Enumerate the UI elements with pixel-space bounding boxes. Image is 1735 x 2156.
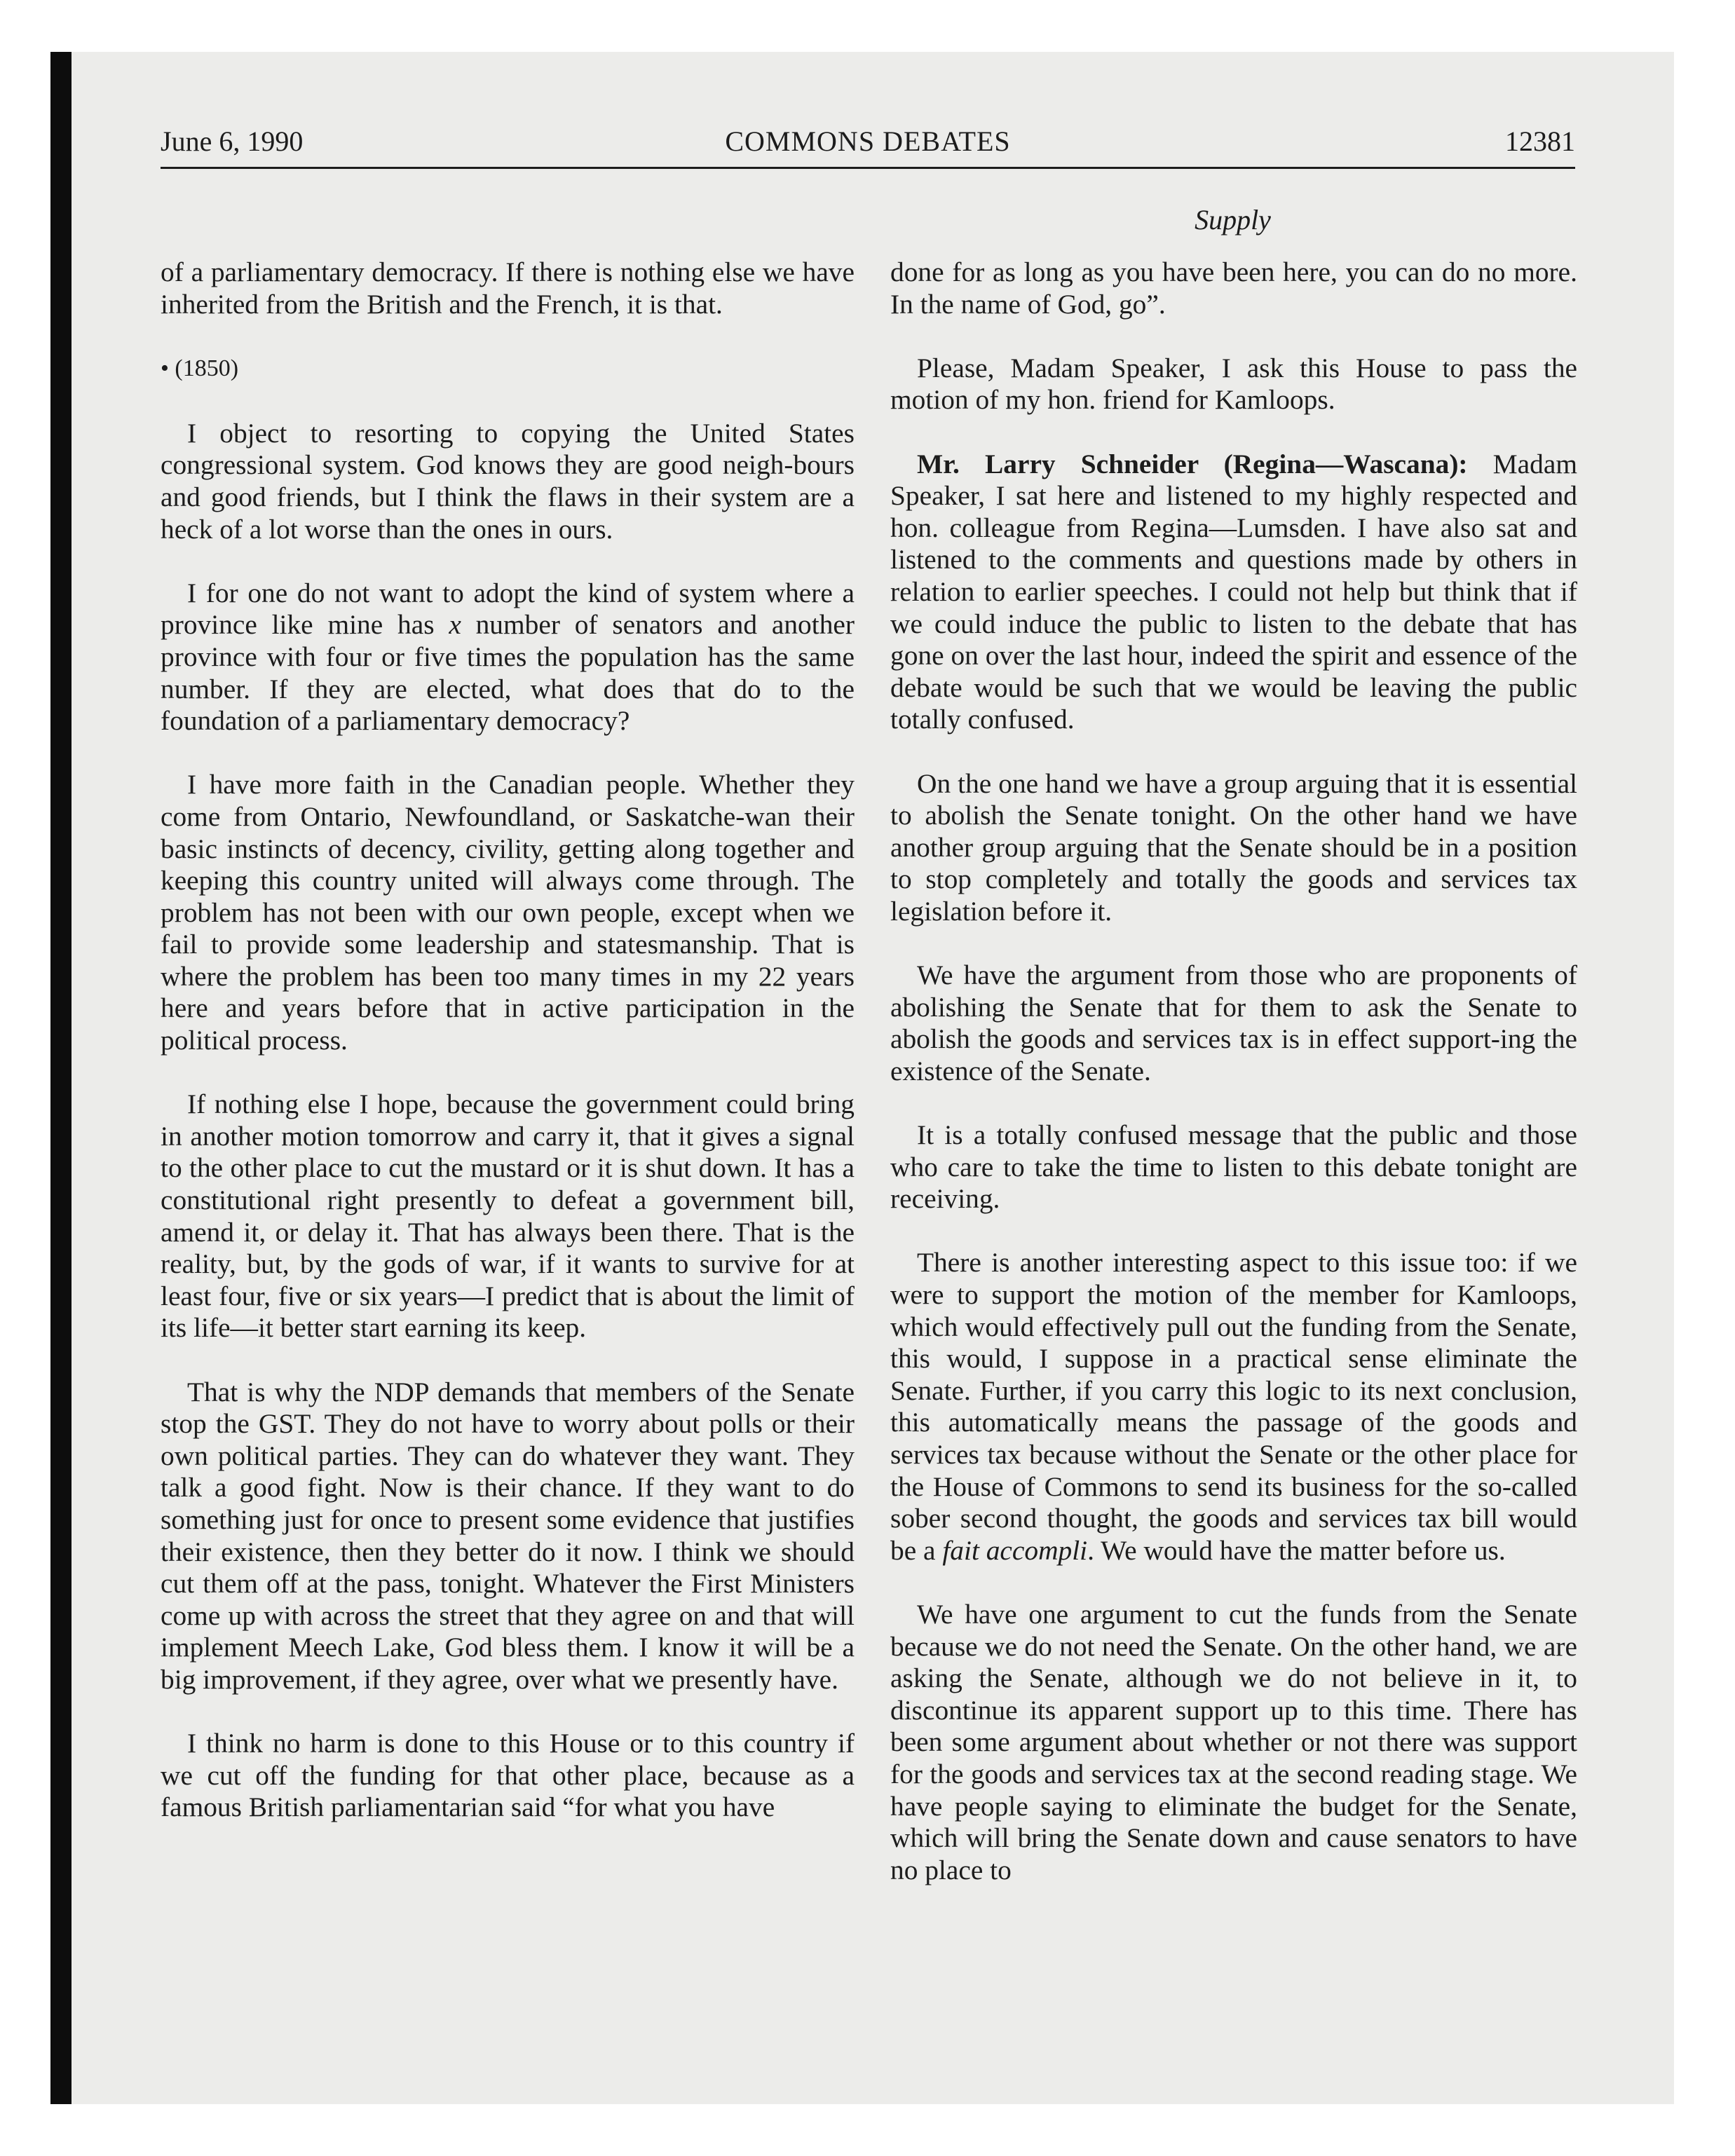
speaker-name: Mr. Larry Schneider (Regina—Wascana): xyxy=(917,448,1468,479)
paragraph: We have the argument from those who are proponents of abolishing the Senate that for them to ask the Senate to abolish the goods and services tax is in effect support-ing the existence of the Senate. xyxy=(890,960,1577,1086)
scan-binding-edge xyxy=(50,52,72,2104)
paragraph: I object to resorting to copying the United States congressional system. God knows they are good neigh-bours and good friends, but I think the flaws in their system are a heck of a lot worse than the ones in ours. xyxy=(161,417,855,545)
paragraph: On the one hand we have a group arguing that it is essential to abolish the Senate tonight. On the other hand we have another group arguing that the Senate should be in a position to stop completely and totally the goods and services tax legislation before it. xyxy=(890,767,1577,927)
paragraph: Please, Madam Speaker, I ask this House to pass the motion of my hon. friend for Kamloops. xyxy=(890,352,1577,416)
right-column xyxy=(890,257,1577,1886)
paragraph-text: Madam Speaker, I sat here and listened to my highly respected and hon. colleague from Regina—Lumsden. I have also sat and listened to the comments and questions made by others in relation to earlier speeches. I could not help but think that if we could induce the public to listen to the debate that has gone on over the last hour, indeed the spirit and essence of the debate would be such that we would be leaving the public totally confused. xyxy=(890,448,1577,735)
time-marker: • (1850) xyxy=(161,355,239,382)
italic-phrase: fait accompli xyxy=(942,1534,1088,1566)
running-header xyxy=(161,125,1575,163)
paragraph-text: I for one do not want to adopt the kind of system where a province like mine has xyxy=(161,577,855,641)
paragraph: That is why the NDP demands that members of the Senate stop the GST. They do not have to worry about polls or their own political parties. They can do whatever they want. They talk a good fight. Now is their chance. If they want to do something just for once to present some evidence that justifies their existence, then they better do it now. I think we should cut them off at the pass, tonight. Whatever the First Ministers come up with across the street that they agree on and that will implement Meech Lake, God bless them. I know it will be a big improvement, if they agree, over what we presently have. xyxy=(161,1376,855,1695)
paragraph-text: There is another interesting aspect to this issue too: if we were to support the motion of the member for Kamloops, which would effectively pull out the funding from the Senate, this would, I suppose in a practical sense eliminate the Senate. Further, if you carry this logic to its next conclusion, this automatically means the passage of the goods and services tax because without the Senate or the other place for the House of Commons to send its business for the so-called sober second thought, the goods and services tax bill would be a xyxy=(890,1247,1577,1566)
paragraph: It is a totally confused message that the public and those who care to take the time to listen to this debate tonight are receiving. xyxy=(890,1119,1577,1215)
paragraph: We have one argument to cut the funds from the Senate because we do not need the Senate. On the other hand, we are asking the Senate, although we do not believe in it, to discontinue its apparent support up to this time. There has been some argument about whether or not there was support for the goods and services tax at the second reading stage. We have people saying to eliminate the budget for the Senate, which will bring the Senate down and cause senators to have no place to xyxy=(890,1598,1577,1885)
paragraph xyxy=(890,1247,1577,1567)
left-column xyxy=(161,257,855,1824)
paragraph-text: number of senators and another province with four or five times the population has the same number. If they are elected, what does that do to the foundation of a parliamentary democracy? xyxy=(161,609,855,737)
section-title: Supply xyxy=(1195,204,1271,236)
paragraph: of a parliamentary democracy. If there is nothing else we have inherited from the British and the French, it is that. xyxy=(161,257,855,320)
paragraph: I have more faith in the Canadian people. Whether they come from Ontario, Newfoundland, or Saskatche-wan their basic instincts of decency, civility, getting along together and keeping this country united will always come through. The problem has not been with our own people, except when we fail to provide some leadership and statesmanship. That is where the problem has been too many times in my 22 years here and years before that in active participation in the political process. xyxy=(161,769,855,1056)
paragraph: I think no harm is done to this House or to this country if we cut off the funding for that other place, because as a famous British parliamentarian said “for what you have xyxy=(161,1728,855,1823)
header-date: June 6, 1990 xyxy=(161,125,304,157)
italic-variable: x xyxy=(449,609,461,641)
paragraph-text: . We would have the matter before us. xyxy=(1087,1534,1506,1566)
header-page-number: 12381 xyxy=(1505,125,1575,157)
paragraph: If nothing else I hope, because the government could bring in another motion tomorrow and carry it, that it gives a signal to the other place to cut the mustard or it is shut down. It has a constitutional right presently to defeat a government bill, amend it, or delay it. That has always been there. That is the reality, but, by the gods of war, if it wants to survive for at least four, five or six years—I predict that is about the limit of its life—it better start earning its keep. xyxy=(161,1089,855,1344)
paragraph: done for as long as you have been here, you can do no more. In the name of God, go”. xyxy=(890,257,1577,320)
header-rule xyxy=(161,167,1575,169)
paragraph xyxy=(161,578,855,737)
speech-paragraph xyxy=(890,449,1577,736)
header-publication: COMMONS DEBATES xyxy=(725,125,1011,157)
